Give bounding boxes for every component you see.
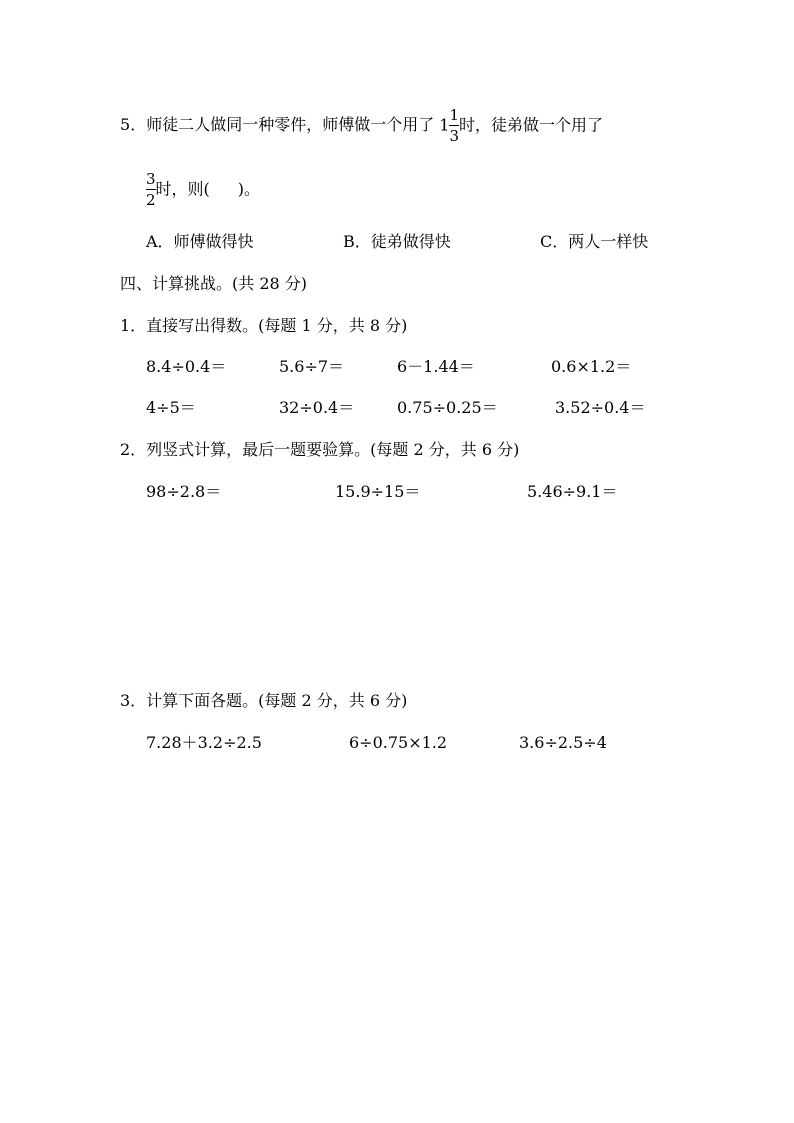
part3-problem: 3.6÷2.5÷4 — [519, 733, 607, 752]
part1-problem: 0.75÷0.25＝ — [397, 398, 498, 417]
q5-option-b[interactable]: B．徒弟做得快 — [343, 232, 451, 251]
fraction-bar — [146, 189, 156, 190]
part1-title: 1．直接写出得数。(每题 1 分，共 8 分) — [120, 316, 408, 335]
fraction-bar — [449, 125, 459, 126]
master-time-whole: 1 — [439, 115, 450, 135]
part2-problem: 98÷2.8＝ — [146, 482, 222, 501]
part1-problem: 4÷5＝ — [146, 398, 196, 417]
part1-problem: 6－1.44＝ — [397, 357, 475, 376]
apprentice-time-fraction — [146, 170, 156, 209]
section4-title: 四、计算挑战。(共 28 分) — [120, 274, 308, 293]
q5-line2-text: 时，则( — [155, 179, 210, 199]
part2-problem: 15.9÷15＝ — [335, 482, 421, 501]
part1-problem: 32÷0.4＝ — [279, 398, 355, 417]
q5-option-c[interactable]: C．两人一样快 — [540, 232, 649, 251]
master-fraction-numerator: 1 — [449, 106, 460, 124]
q5-stem-text-after: 时，徒弟做一个用了 — [459, 115, 604, 135]
part1-problem: 3.52÷0.4＝ — [555, 398, 646, 417]
part1-problem: 5.6÷7＝ — [279, 357, 345, 376]
master-time-fraction — [449, 106, 459, 145]
q5-stem-text: ．师徒二人做同一种零件，师傅做一个用了 — [130, 115, 435, 134]
q5-line1 — [120, 106, 603, 145]
q5-line2-close: )。 — [237, 179, 261, 199]
master-fraction-denominator: 3 — [449, 127, 460, 145]
part3-title: 3．计算下面各题。(每题 2 分，共 6 分) — [120, 691, 408, 710]
apprentice-fraction-denominator: 2 — [146, 191, 156, 209]
q5-option-a[interactable]: A．师傅做得快 — [146, 232, 254, 251]
part2-title: 2．列竖式计算，最后一题要验算。(每题 2 分，共 6 分) — [120, 440, 520, 459]
part1-problem: 8.4÷0.4＝ — [146, 357, 227, 376]
part3-problem: 7.28＋3.2÷2.5 — [146, 733, 262, 752]
q5-line2 — [146, 170, 260, 209]
part1-problem: 0.6×1.2＝ — [551, 357, 632, 376]
part2-problem: 5.46÷9.1＝ — [527, 482, 618, 501]
apprentice-fraction-numerator: 3 — [146, 170, 156, 188]
part3-problem: 6÷0.75×1.2 — [349, 733, 448, 752]
q5-number: 5 — [120, 115, 131, 134]
